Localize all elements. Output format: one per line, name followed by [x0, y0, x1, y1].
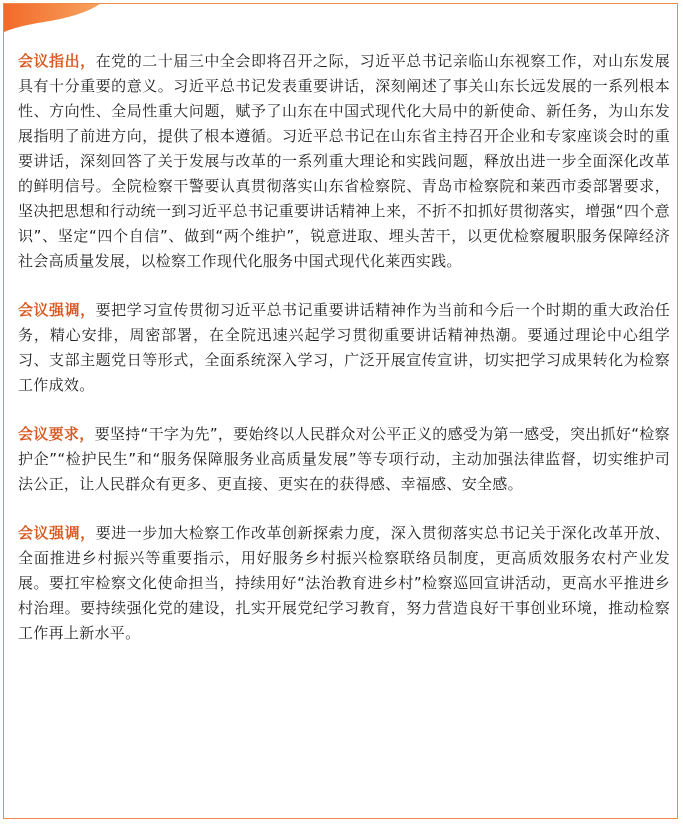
paragraph [18, 422, 670, 497]
paragraph-text: 要把学习宣传贯彻习近平总书记重要讲话精神作为当前和今后一个时期的重大政治任务，精心安排，周密部署，在全院迅速兴起学习贯彻重要讲话精神热潮。要通过理论中心组学习、支部主题党日等形式，全面系统深入学习，广泛开展宣传宣讲，切实把学习成果转化为检察工作成效。 [18, 301, 670, 394]
paragraph-lead: 会议要求， [18, 425, 95, 443]
paragraph-text: 要进一步加大检察工作改革创新探索力度，深入贯彻落实总书记关于深化改革开放、全面推进乡村振兴等重要指示，用好服务乡村振兴检察联络员制度，更高质效服务农村产业发展。要扛牢检察文化使命担当，持续用好“法治教育进乡村”检察巡回宣讲活动，更高水平推进乡村治理。要持续强化党的建设，扎实开展党纪学习教育，努力营造良好干事创业环境，推动检察工作再上新水平。 [18, 524, 670, 642]
article-body [18, 49, 670, 670]
paragraph [18, 298, 670, 398]
paragraph-lead: 会议强调， [18, 524, 96, 542]
paragraph [18, 49, 670, 274]
paragraph [18, 521, 670, 646]
paragraph-text: 要坚持“干字为先”，要始终以人民群众对公平正义的感受为第一感受，突出抓好“检察护企”“检护民生”和“服务保障服务业高质量发展”等专项行动，主动加强法律监督，切实维护司法公正，让人民群众有更多、更直接、更实在的获得感、幸福感、安全感。 [18, 425, 670, 493]
article-frame [3, 3, 678, 819]
paragraph-lead: 会议指出， [18, 52, 96, 70]
paragraph-text: 在党的二十届三中全会即将召开之际，习近平总书记亲临山东视察工作，对山东发展具有十分重要的意义。习近平总书记发表重要讲话，深刻阐述了事关山东长远发展的一系列根本性、方向性、全局性重大问题，赋予了山东在中国式现代化大局中的新使命、新任务，为山东发展指明了前进方向，提供了根本遵循。习近平总书记在山东省主持召开企业和专家座谈会时的重要讲话，深刻回答了关于发展与改革的一系列重大理论和实践问题，释放出进一步全面深化改革的鲜明信号。全院检察干警要认真贯彻落实山东省检察院、青岛市检察院和莱西市委部署要求，坚决把思想和行动统一到习近平总书记重要讲话精神上来，不折不扣抓好贯彻落实，增强“四个意识”、坚定“四个自信”、做到“两个维护”，锐意进取、埋头苦干，以更优检察履职服务保障经济社会高质量发展，以检察工作现代化服务中国式现代化莱西实践。 [18, 52, 670, 270]
paragraph-lead: 会议强调， [18, 301, 96, 319]
